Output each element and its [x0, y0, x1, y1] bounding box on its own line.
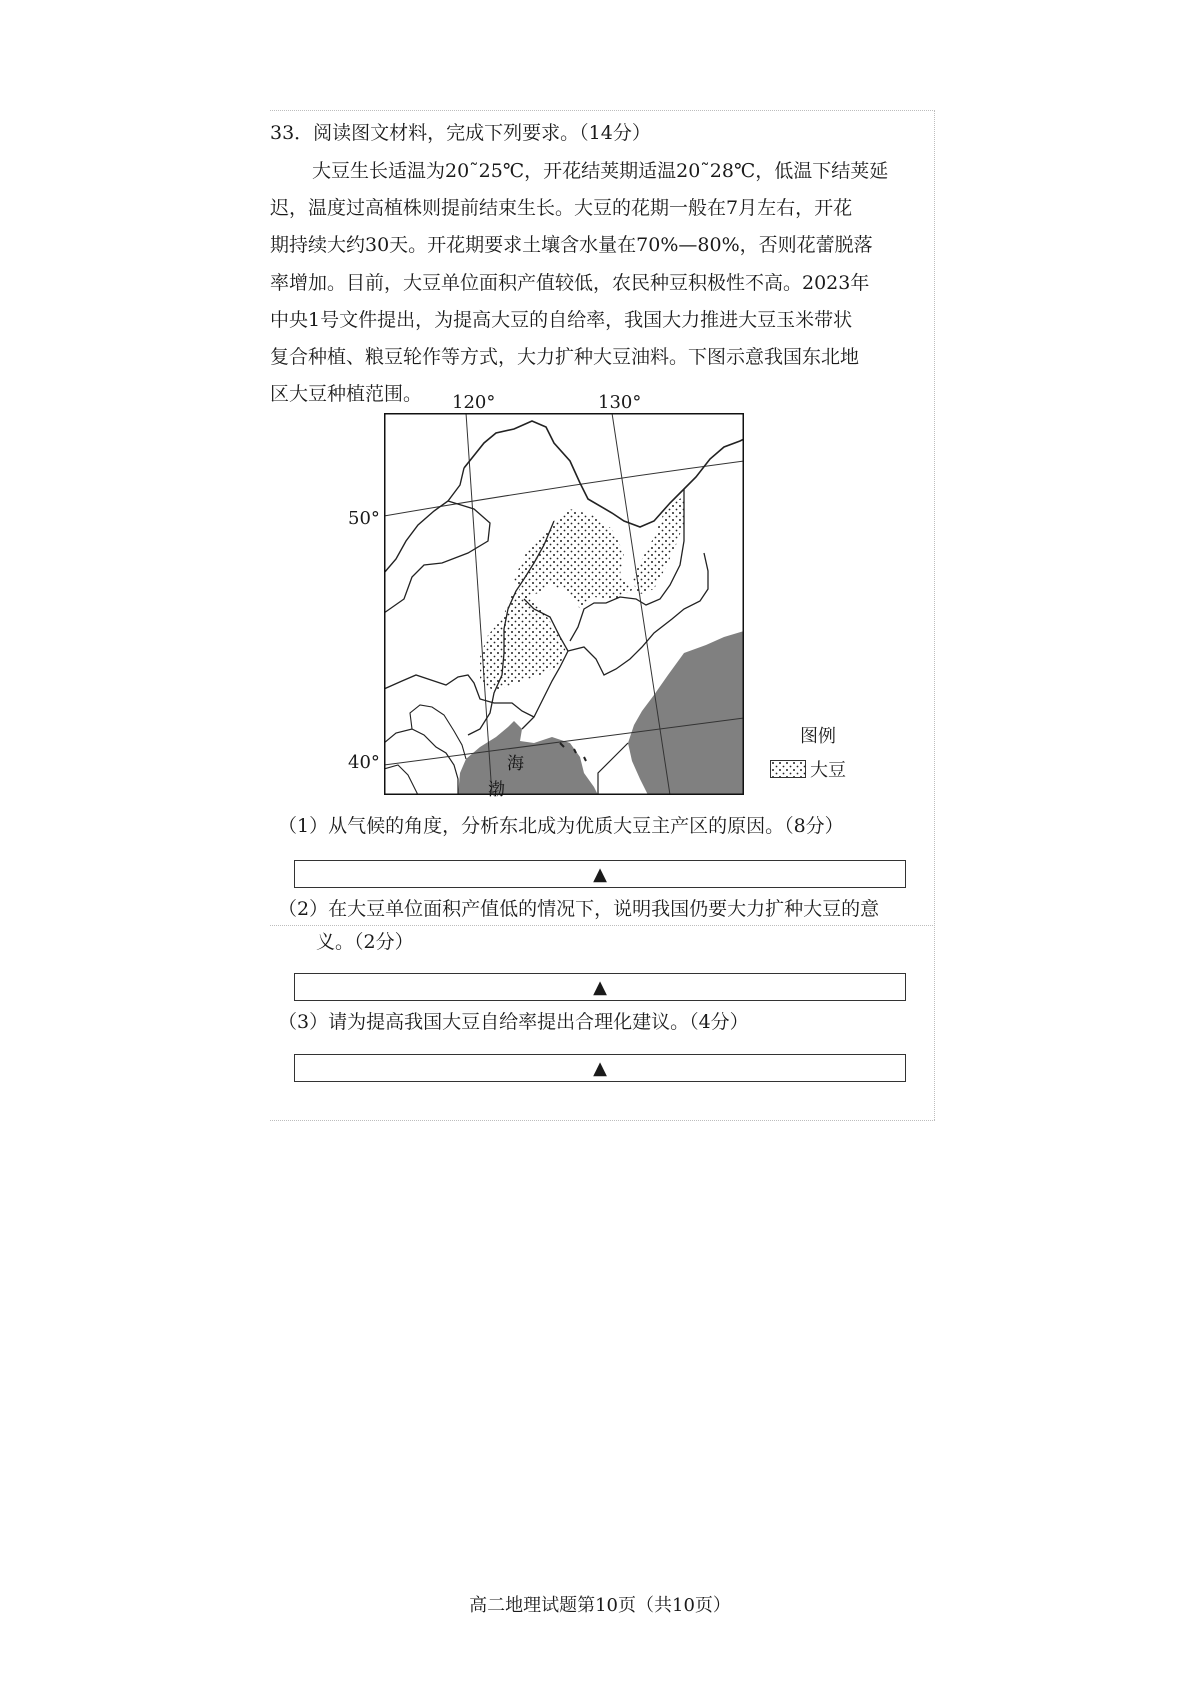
- lon-label-130: 130°: [598, 392, 642, 413]
- soybean-area-south: [480, 589, 566, 691]
- legend-dots-icon: [770, 760, 806, 778]
- answer-box-2[interactable]: [294, 973, 906, 1001]
- korea-border: [598, 743, 628, 795]
- paragraph-line: 率增加。目前，大豆单位面积产值较低，农民种豆积极性不高。2023年: [270, 271, 870, 294]
- subquestion-2-text: （2）在大豆单位面积产值低的情况下，说明我国仍要大力扩种大豆的意: [278, 898, 880, 920]
- answer-box-3[interactable]: [294, 1054, 906, 1082]
- lat-label-50: 50°: [348, 508, 380, 529]
- subquestion-1-text: （1）从气候的角度，分析东北成为优质大豆主产区的原因。（8分）: [278, 815, 844, 837]
- soybean-area-west: [514, 509, 634, 609]
- bohai-sea-area: [458, 721, 598, 795]
- soybean-area-east: [632, 497, 684, 595]
- subquestion-1: [278, 810, 844, 843]
- dotted-margin: [934, 110, 935, 1120]
- dotted-separator: [270, 110, 935, 111]
- subquestion-3-text: （3）请为提高我国大豆自给率提出合理化建议。（4分）: [278, 1011, 749, 1033]
- question-heading: 33．阅读图文材料，完成下列要求。（14分）: [270, 122, 651, 144]
- province-border-north: [384, 501, 490, 613]
- subquestion-2: [278, 893, 879, 959]
- legend-title: 图例: [800, 726, 836, 747]
- dotted-separator: [270, 1120, 935, 1121]
- question-paragraph: [270, 153, 932, 413]
- paragraph-line: 大豆生长适温为20˜25℃，开花结荚期适温20˜28℃，低温下结荚延: [312, 160, 889, 182]
- answer-marker-icon: ▲: [593, 976, 607, 998]
- legend-item-soybean: [770, 756, 846, 782]
- paragraph-line: 区大豆种植范围。: [270, 383, 423, 406]
- province-border-hebei: [384, 729, 458, 795]
- province-border-small: [384, 705, 466, 795]
- answer-marker-icon: ▲: [593, 863, 607, 885]
- paragraph-line: 复合种植、粮豆轮作等方式，大力扩种大豆油料。下图示意我国东北地: [270, 346, 860, 369]
- sea-label-bo: 渤: [488, 780, 505, 800]
- province-border-inner-mongolia: [384, 468, 464, 573]
- sea-label-hai: 海: [507, 754, 524, 774]
- meridian-120: [466, 413, 492, 795]
- country-border: [464, 421, 744, 527]
- answer-box-1[interactable]: [294, 860, 906, 888]
- paragraph-line: 迟，温度过高植株则提前结束生长。大豆的花期一般在7月左右，开花: [270, 197, 853, 220]
- lon-label-120: 120°: [452, 392, 496, 413]
- paragraph-line: 中央1号文件提出，为提高大豆的自给率，我国大力推进大豆玉米带状: [270, 308, 853, 331]
- subquestion-3: [278, 1006, 749, 1039]
- northeast-china-map: [384, 413, 744, 795]
- japan-sea-area: [628, 631, 744, 795]
- page-footer: 高二地理试题第10页（共10页）: [469, 1595, 731, 1616]
- subquestion-2-text-cont: 义。（2分）: [316, 931, 414, 953]
- legend-label: 大豆: [810, 760, 846, 781]
- answer-marker-icon: ▲: [593, 1057, 607, 1079]
- lat-label-40: 40°: [348, 752, 380, 773]
- paragraph-line: 期持续大约30天。开花期要求土壤含水量在70%—80%，否则花蕾脱落: [270, 234, 873, 257]
